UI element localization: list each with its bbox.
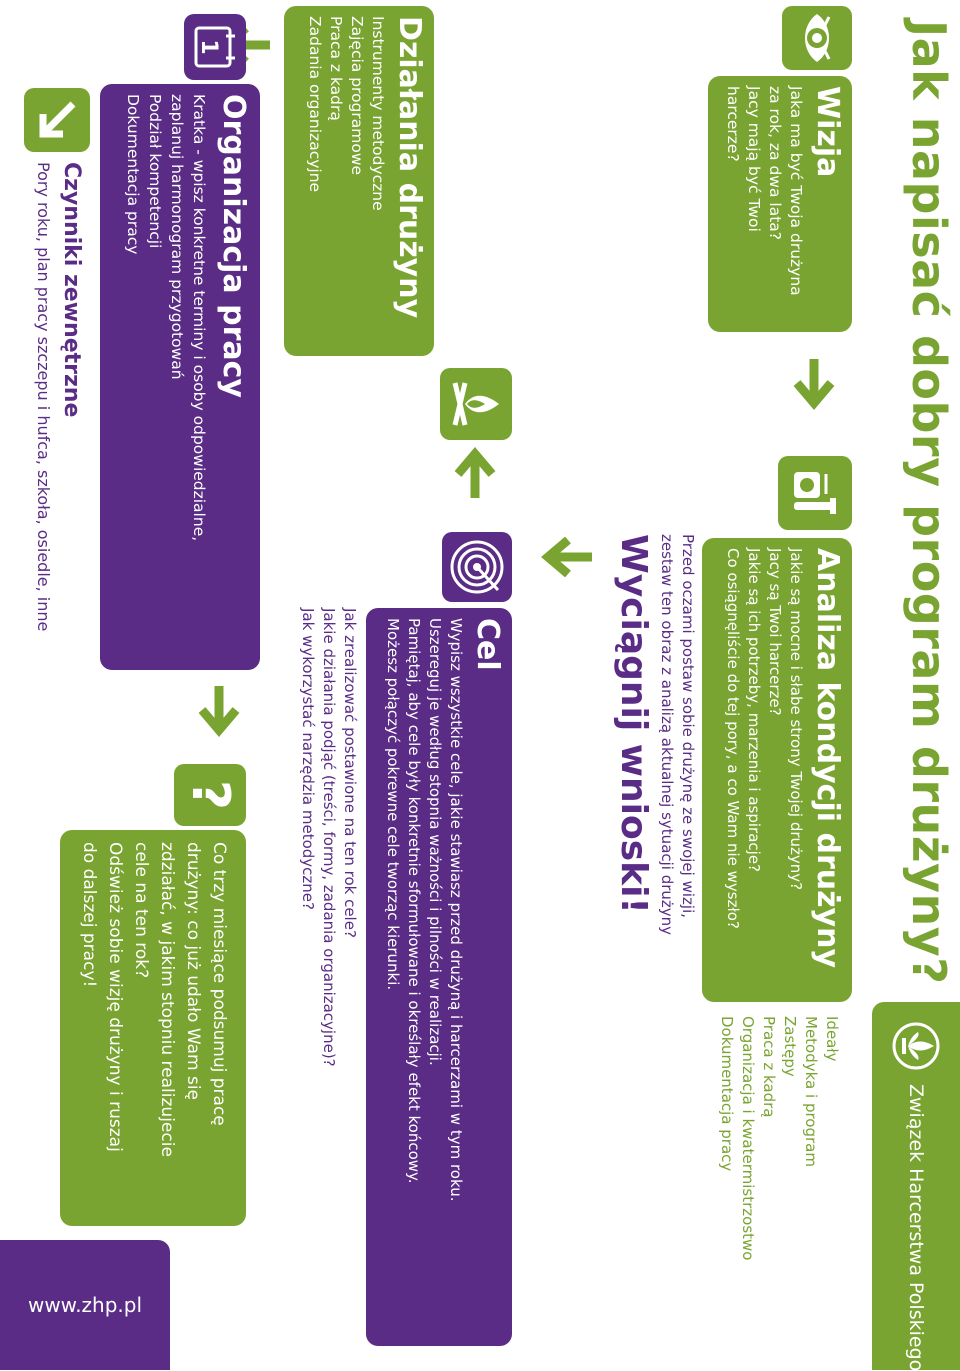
conclusions-line: zestaw ten obraz z analizą aktualnej sytuacji drużyny [658,534,676,936]
area-item: Zastępy [781,1016,799,1077]
review-line: do dalszej pracy! [79,842,99,988]
analysis-line: Jakie są mocne i słabe strony Twojej drużyny? [787,548,805,891]
conclusions-line: Przed oczami postaw sobie drużynę ze swojej wizji, [679,534,697,919]
question-icon [174,764,246,826]
arrow-left-icon [452,446,498,502]
work-org-line: Dokumentacja pracy [124,94,142,255]
work-org-line: Podział kompetencji [146,94,164,249]
diagonal-arrow-icon [24,88,90,152]
org-name: Związek Harcerstwa Polskiego [905,1084,927,1371]
lily-icon [890,1020,942,1072]
area-item: Dokumentacja pracy [718,1016,736,1172]
website-link[interactable]: www.zhp.pl [27,1293,143,1317]
area-item: Metodyka i program [802,1016,820,1167]
goal-line: Uszereguj je według stopnia ważności i pilności w realizacji. [426,618,444,1066]
question-item: Jak zrealizować postawione na ten rok cele? [341,608,359,938]
question-item: Jak wykorzystać narzędzia metodyczne? [299,608,317,910]
areas-list [716,1016,842,1260]
vision-box [708,76,852,332]
goal-line: Pamiętaj, aby cele były konkretnie sformułowane i określały efekt końcowy. [405,618,423,1184]
analysis-line: Jacy są Twoi harcerze? [766,548,784,716]
goal-line: Wypisz wszystkie cele, jakie stawiasz przed drużyną i harcerzami w tym roku. [447,618,465,1202]
external-heading: Czynniki zewnętrzne [59,162,84,418]
actions-line: Zajęcia programowe [348,16,366,176]
eye-icon [782,6,852,70]
actions-heading: Działania drużyny [392,16,427,319]
actions-line: Praca z kadrą [327,16,345,121]
work-org-line: Kratka - wpisz konkretne terminy i osoby odpowiedzialne, [190,94,208,542]
area-item: Ideały [823,1016,841,1062]
external-text: Pory roku, plan pracy szczepu i hufca, szkoła, osiedle, inne [34,162,53,632]
vision-line: harcerze? [724,86,742,162]
review-line: Co trzy miesiące podsumuj pracę [209,842,229,1126]
website-rotated-wrapper [0,1240,170,1370]
work-org-line: zaplanuj harmonogram przygotowań [168,94,186,380]
page-title: Jak napisać dobry program drużyny? [902,20,956,985]
area-item: Praca z kadrą [760,1016,778,1118]
conclusions-intro [656,534,698,935]
analysis-box [702,538,852,1002]
calendar-number: 1 [196,39,221,55]
analysis-line: Co osiągnęliście do tej pory, a co Wam nie wyszło? [724,548,742,929]
org-banner [872,1002,960,1370]
goal-box [366,608,512,1346]
review-line: cele na ten rok? [131,842,151,979]
question-mark: ? [180,779,240,811]
vision-line: za rok, za dwa lata? [766,86,784,241]
vision-line: Jaka ma być Twoja drużyna [787,86,805,296]
analysis-line: Jakie są ich potrzeby, marzenia i aspiracje? [745,548,763,873]
area-item: Organizacja i kwatermistrzostwo [739,1016,757,1261]
vision-heading: Wizja [810,86,845,178]
arrow-right-icon [791,355,837,411]
arrow-right-icon [196,682,242,738]
arrow-down-icon [540,534,596,580]
campfire-icon [440,368,512,440]
goal-heading: Cel [470,618,505,671]
review-line: drużyny: co już udało Wam się [183,842,203,1101]
review-line: Odśwież sobie wizję drużyny i ruszaj [105,842,125,1152]
actions-line: Zadania organizacyjne [306,16,324,193]
analysis-heading: Analiza kondycji drużyny [810,548,845,969]
goal-line: Możesz połączyć pokrewne cele tworząc kierunki. [384,618,402,991]
work-org-heading: Organizacja pracy [216,94,251,398]
external-section [34,162,84,631]
review-box [60,830,246,1226]
tools-icon [778,456,852,530]
actions-box [284,6,434,356]
conclusions-heading: Wyciągnij wnioski! [613,534,654,914]
question-item: Jakie działania podjąć (treści, formy, zadania organizacyjne)? [320,608,338,1067]
actions-line: Instrumenty metodyczne [369,16,387,211]
review-line: zdziałać, w jakim stopniu realizujecie [157,842,177,1157]
calendar-icon [184,14,246,80]
work-org-box [100,84,260,670]
questions-list [297,608,360,1067]
target-icon [442,532,512,602]
vision-line: Jacy mają być Twoi [745,86,763,232]
